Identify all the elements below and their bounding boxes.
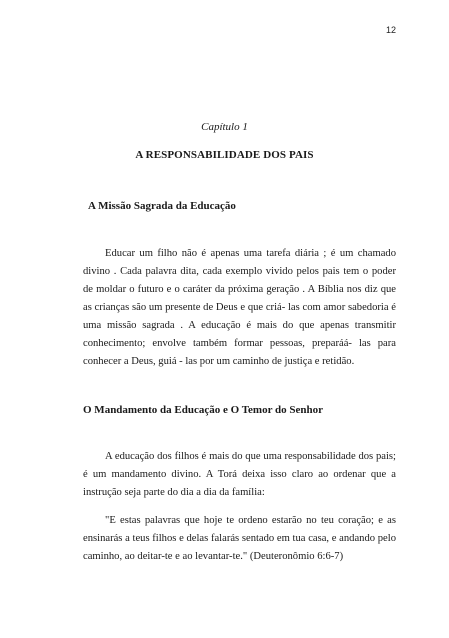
page-number: 12	[385, 25, 396, 35]
chapter-label: Capítulo 1	[201, 121, 248, 133]
section-heading-mission: A Missão Sagrada da Educação	[88, 200, 236, 212]
section-paragraph-commandment: A educação dos filhos é mais do que uma responsabilidade dos pais; é um mandamento divino. A Torá deixa isso claro ao ordenar que a instrução seja parte do dia a dia da família:	[83, 451, 396, 498]
chapter-title: A RESPONSABILIDADE DOS PAIS	[135, 149, 314, 161]
section-paragraph-mission: Educar um filho não é apenas uma tarefa diária ; é um chamado divino . Cada palavra dita, cada exemplo vivido pelos pais tem o poder de moldar o futuro e o caráter da próxima geração . A Bíblia nos diz que as crianças são um presente de Deus e que criá- las com amor sabedoria é uma missão sagrada . A educação é mais do que apenas transmitir conhecimento; envolve também formar pessoas, preparáá- las para conhecer a Deus, guiá - las por um caminho de justiça e retidão.	[83, 248, 396, 367]
scripture-quote: "E estas palavras que hoje te ordeno estarão no teu coração; e as ensinarás a teus filhos e delas falarás sentado em tua casa, e andando pelo caminho, ao deitar-te e ao levantar-te." (Deuteronômio 6:6-7)	[83, 515, 396, 562]
section-heading-commandment: O Mandamento da Educação e O Temor do Senhor	[83, 404, 323, 416]
